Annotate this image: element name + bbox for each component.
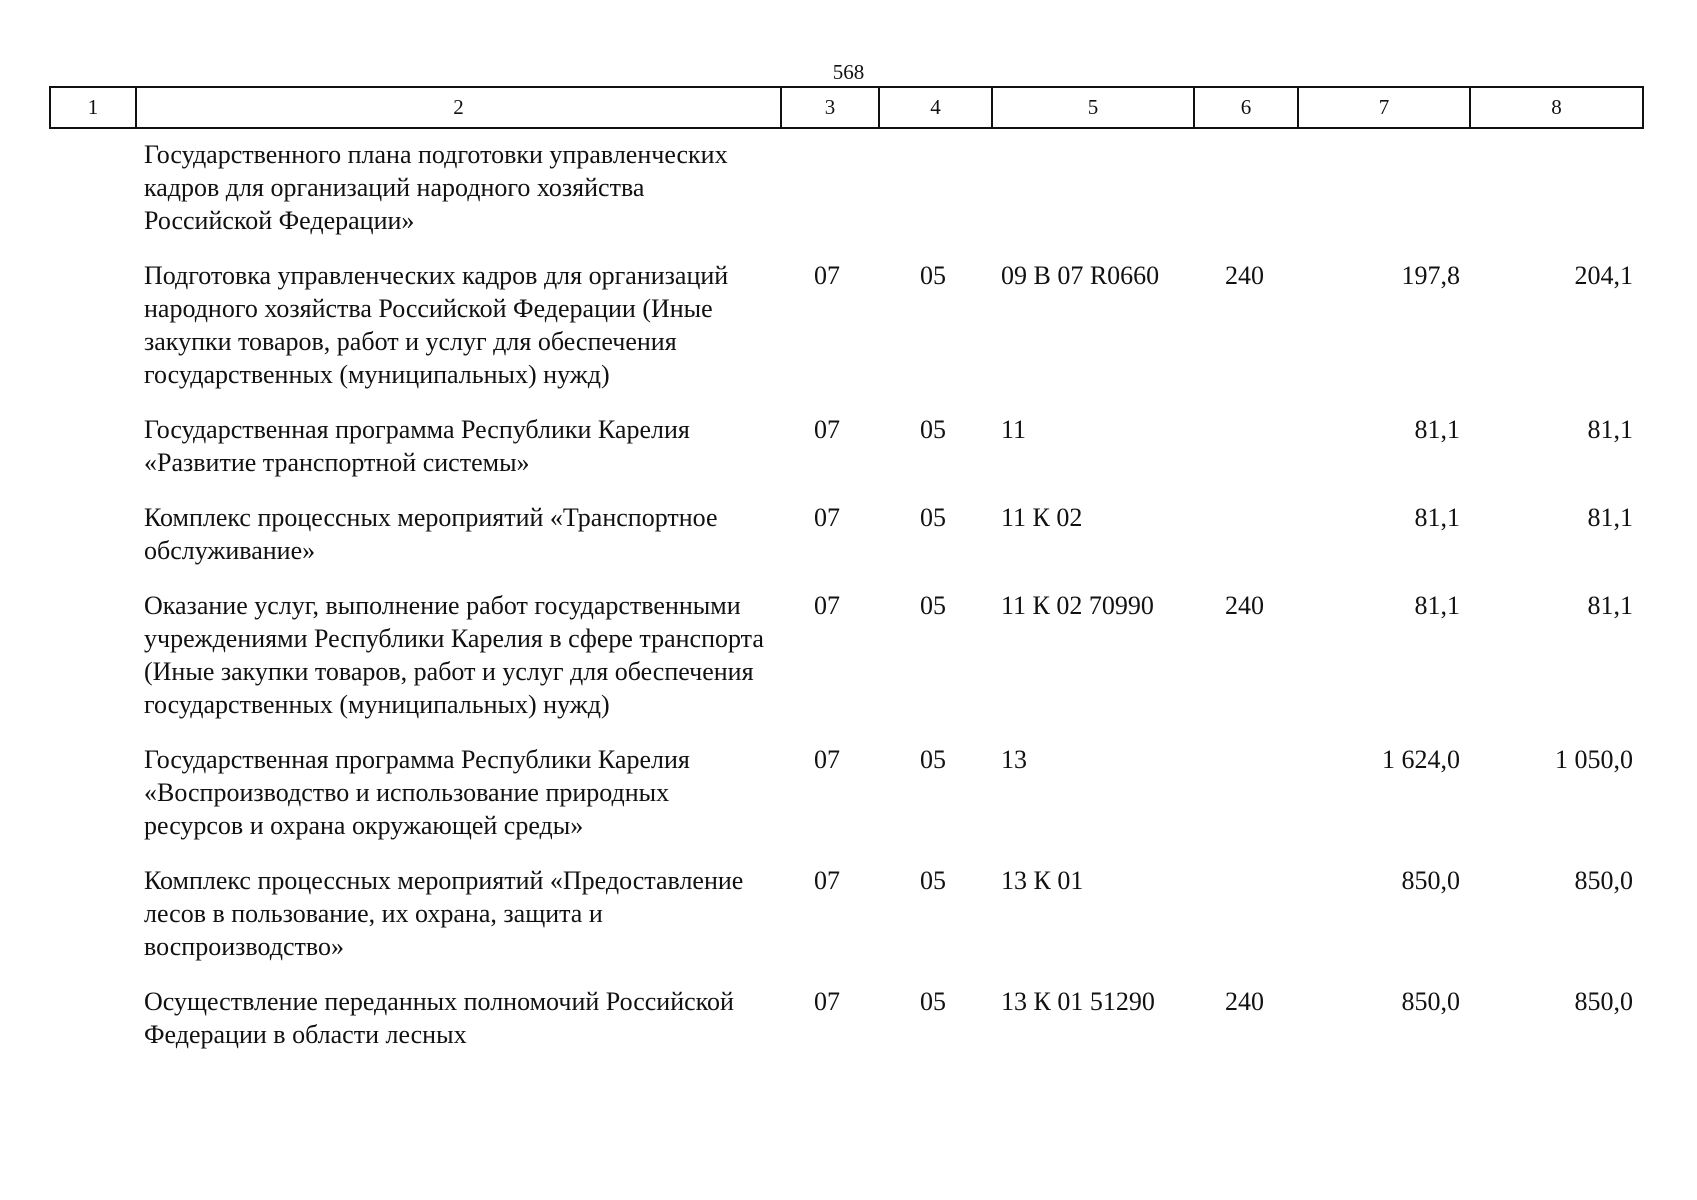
column-number-8: 8 [1470, 87, 1643, 128]
row-amount-col8-cell: 850,0 [1574, 987, 1633, 1016]
row-amount-col8-cell: 1 050,0 [1555, 745, 1633, 774]
row-expense-type-cell: 240 [1225, 261, 1264, 290]
row-target-article-cell: 09 В 07 R0660 [1001, 261, 1160, 290]
column-number-3: 3 [781, 87, 879, 128]
row-amount-col7-cell [1297, 138, 1469, 259]
row-name-cell: Оказание услуг, выполнение работ государственными учреждениями Республики Карелия в сфере транспорта (Иные закупки товаров, работ и услуг для обеспечения государственных (муниципальных) нужд) [144, 591, 764, 719]
row-section-cell: 07 [814, 987, 840, 1016]
row-amount-col7-cell: 850,0 [1401, 866, 1460, 895]
column-number-header [49, 86, 1644, 129]
row-name-cell: Государственная программа Республики Карелия «Развитие транспортной системы» [144, 415, 690, 477]
row-name-cell: Подготовка управленческих кадров для организаций народного хозяйства Российской Федерации (Иные закупки товаров, работ и услуг для обеспечения государственных (муниципальных) нужд) [144, 261, 729, 389]
table-row [49, 864, 1642, 985]
row-target-article-cell: 11 К 02 70990 [1001, 591, 1154, 620]
row-amount-col7-cell: 1 624,0 [1382, 745, 1460, 774]
column-number-4: 4 [879, 87, 992, 128]
row-subsection-cell: 05 [920, 261, 946, 290]
table-row [49, 501, 1642, 589]
row-expense-type-cell [1193, 501, 1297, 589]
row-subsection-cell: 05 [920, 591, 946, 620]
row-amount-col8-cell: 204,1 [1574, 261, 1633, 290]
row-subsection-cell: 05 [920, 987, 946, 1016]
column-number-1: 1 [50, 87, 136, 128]
table-row [49, 985, 1642, 1073]
column-number-7: 7 [1298, 87, 1470, 128]
row-expense-type-cell [1193, 413, 1297, 501]
row-target-article-cell: 13 К 01 [1001, 866, 1084, 895]
row-expense-type-cell: 240 [1225, 987, 1264, 1016]
row-target-article-cell: 11 К 02 [1001, 503, 1083, 532]
row-amount-col8-cell: 850,0 [1574, 866, 1633, 895]
row-name-cell: Государственная программа Республики Карелия «Воспроизводство и использование природных ресурсов и охрана окружающей среды» [144, 745, 690, 840]
row-section-cell: 07 [814, 415, 840, 444]
row-section-cell: 07 [814, 261, 840, 290]
row-amount-col8-cell: 81,1 [1587, 503, 1633, 532]
row-amount-col7-cell: 197,8 [1401, 261, 1460, 290]
column-number-2: 2 [136, 87, 781, 128]
row-target-article-cell [991, 138, 1193, 259]
column-number-5: 5 [992, 87, 1194, 128]
row-amount-col7-cell: 850,0 [1401, 987, 1460, 1016]
budget-table [49, 138, 1642, 1073]
row-target-article-cell: 13 [1001, 745, 1027, 774]
row-amount-col7-cell: 81,1 [1414, 591, 1460, 620]
table-row [49, 259, 1642, 413]
row-amount-col8-cell: 81,1 [1587, 591, 1633, 620]
row-amount-col8-cell: 81,1 [1587, 415, 1633, 444]
row-subsection-cell [878, 138, 991, 259]
row-amount-col8-cell [1469, 138, 1642, 259]
column-number-6: 6 [1194, 87, 1298, 128]
row-section-cell: 07 [814, 745, 840, 774]
row-section-cell: 07 [814, 503, 840, 532]
row-target-article-cell: 11 [1001, 415, 1027, 444]
row-subsection-cell: 05 [920, 503, 946, 532]
table-row [49, 138, 1642, 259]
row-expense-type-cell [1193, 138, 1297, 259]
row-subsection-cell: 05 [920, 866, 946, 895]
row-amount-col7-cell: 81,1 [1414, 415, 1460, 444]
row-section-cell: 07 [814, 866, 840, 895]
row-subsection-cell: 05 [920, 415, 946, 444]
row-subsection-cell: 05 [920, 745, 946, 774]
row-name-cell: Комплекс процессных мероприятий «Предоставление лесов в пользование, их охрана, защита и воспроизводство» [144, 866, 744, 961]
table-row [49, 743, 1642, 864]
table-row [49, 413, 1642, 501]
page-number: 568 [832, 60, 865, 84]
row-expense-type-cell [1193, 864, 1297, 985]
row-name-cell: Комплекс процессных мероприятий «Транспортное обслуживание» [144, 503, 718, 565]
row-name-cell: Осуществление переданных полномочий Российской Федерации в области лесных [144, 987, 734, 1049]
row-target-article-cell: 13 К 01 51290 [1001, 987, 1155, 1016]
row-name-cell: Государственного плана подготовки управленческих кадров для организаций народного хозяйства Российской Федерации» [144, 140, 728, 235]
row-section-cell [780, 138, 878, 259]
row-expense-type-cell [1193, 743, 1297, 864]
row-section-cell: 07 [814, 591, 840, 620]
row-expense-type-cell: 240 [1225, 591, 1264, 620]
row-amount-col7-cell: 81,1 [1414, 503, 1460, 532]
table-row [49, 589, 1642, 743]
